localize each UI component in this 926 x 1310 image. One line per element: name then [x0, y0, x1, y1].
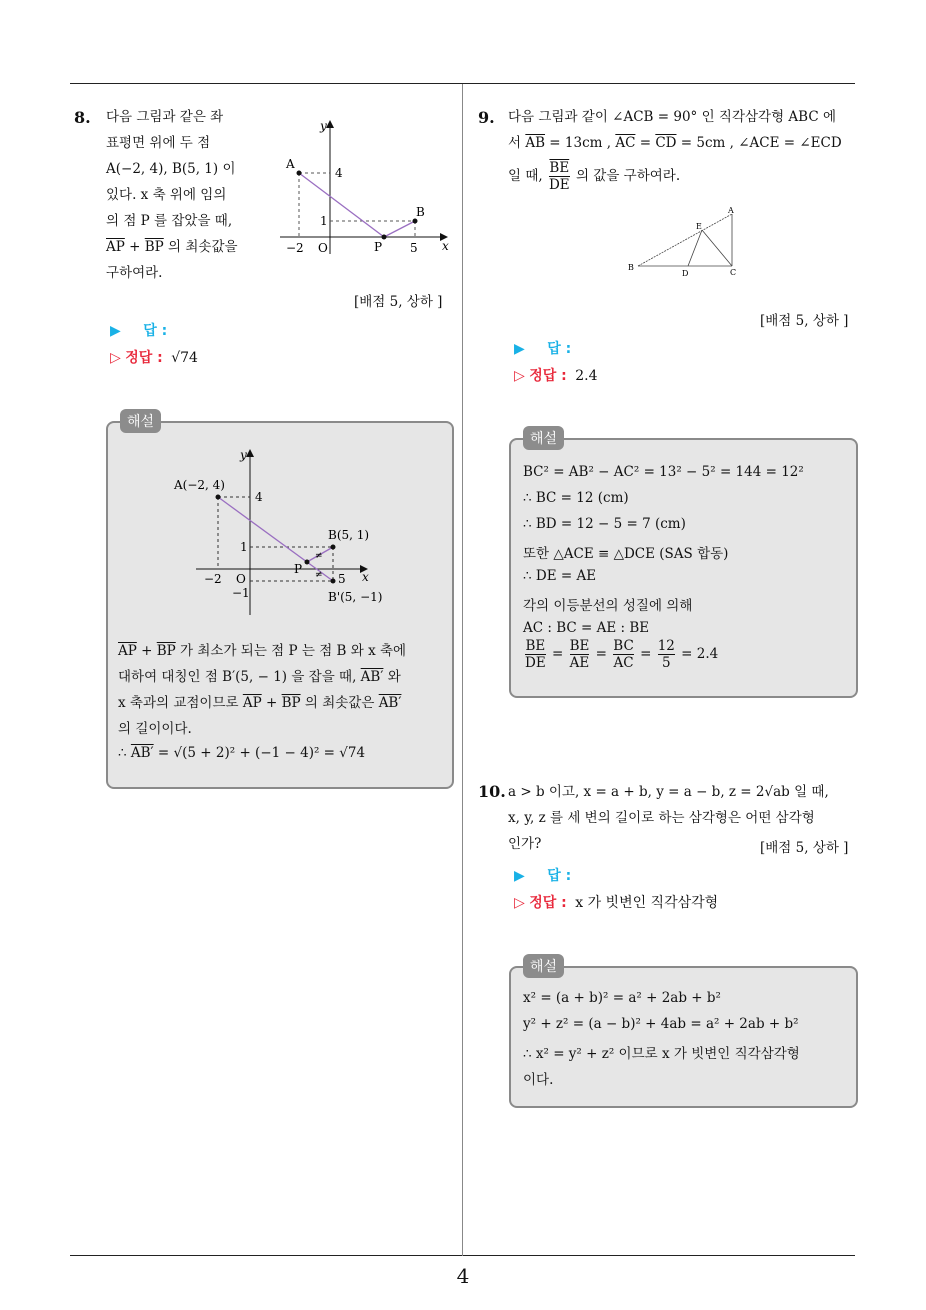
q8-fig-point-b: B — [416, 205, 425, 219]
q8-sol-fig-point-b: B(5, 1) — [328, 528, 370, 542]
q9-solution-line: ∴ DE = AE — [523, 568, 597, 584]
q8-number: 8. — [74, 108, 91, 127]
q10-line: 인가? — [508, 836, 542, 852]
q8-line: A(−2, 4), B(5, 1) 이 — [106, 161, 236, 177]
play-icon: ▶ — [110, 323, 121, 339]
q8-correct-row — [110, 347, 198, 367]
q8-fig-tick-neg2: −2 — [286, 241, 304, 255]
q9-fig-b: B — [628, 263, 634, 272]
q8-line: 표평면 위에 두 점 — [106, 135, 211, 151]
q8-solution-line: 의 길이이다. — [118, 721, 192, 737]
q10-line: a > b 이고, x = a + b, y = a − b, z = 2√ab 일 때, — [508, 784, 829, 800]
q8-correct-label: 정답 : — [125, 350, 163, 366]
q8-solution-line: $\overline{AP} + \overline{BP}$ 가 최소가 되는 점 P 는 점 B 와 x 축에 — [118, 643, 407, 659]
q8-answer-label: 답 : — [143, 323, 168, 339]
q10-number: 10. — [478, 782, 506, 801]
triangle-outline-icon: ▷ — [110, 350, 121, 366]
q9-fig-d: D — [682, 269, 689, 278]
q8-sol-fig-tick-1: 1 — [240, 540, 248, 554]
q10-solution-line: y² + z² = (a − b)² + 4ab = a² + 2ab + b² — [523, 1016, 799, 1032]
q8-fig-tick-1: 1 — [320, 214, 328, 228]
q10-answer-label: 답 : — [547, 868, 572, 884]
q8-sol-fig-y-label: y — [240, 448, 247, 462]
q8-solution-figure — [170, 443, 390, 623]
q8-sol-fig-point-b-prime: B'(5, −1) — [328, 590, 383, 604]
q9-correct-label: 정답 : — [529, 368, 567, 384]
q9-solution-line: ∴ BC = 12 (cm) — [523, 490, 629, 506]
q8-text — [106, 104, 266, 286]
q9-score: [배점 5, 상하 ] — [760, 313, 849, 329]
q10-answer-row — [514, 865, 571, 885]
q9-solution-line: $\frac{BE}{DE}$ = $\frac{BE}{AE}$ = $\frac{BC}{AC}$ = $\frac{12}{5}$ = 2.4 — [525, 638, 719, 671]
q8-fig-tick-5: 5 — [410, 241, 418, 255]
q9-correct-value: 2.4 — [575, 368, 598, 384]
q8-correct-value: √74 — [171, 350, 198, 366]
q9-answer-row — [514, 338, 571, 358]
q8-answer-row — [110, 320, 167, 340]
q8-line: $\overline{AP} + \overline{BP}$ 의 최솟값을 — [106, 239, 238, 255]
q10-line: x, y, z 를 세 변의 길이로 하는 삼각형은 어떤 삼각형 — [508, 810, 815, 826]
q10-score: [배점 5, 상하 ] — [760, 840, 849, 856]
q8-score: [배점 5, 상하 ] — [354, 294, 443, 310]
q9-solution-tag: 해설 — [523, 426, 564, 450]
column-divider — [462, 84, 463, 1256]
q8-fig-point-p: P — [374, 240, 383, 254]
q9-fig-c: C — [730, 268, 737, 277]
q9-solution-line: 각의 이등분선의 성질에 의해 — [523, 598, 693, 614]
q8-solution-line: x 축과의 교점이므로 $\overline{AP} + \overline{BP}$ 의 최솟값은 AB′ — [118, 695, 402, 711]
q8-line: 구하여라. — [106, 265, 163, 281]
q8-sol-fig-point-p: P — [294, 562, 303, 576]
q10-correct-value: x 가 빗변인 직각삼각형 — [575, 895, 719, 911]
q9-answer-label: 답 : — [547, 341, 572, 357]
q8-sol-fig-point-a: A(−2, 4) — [174, 478, 225, 492]
page-number: 4 — [456, 1264, 470, 1288]
play-icon: ▶ — [514, 341, 525, 357]
svg-text:≠: ≠ — [315, 570, 323, 580]
q8-figure — [276, 114, 456, 264]
triangle-outline-icon: ▷ — [514, 895, 525, 911]
q8-sol-fig-tick-4: 4 — [255, 490, 263, 504]
q8-sol-fig-tick-neg1: −1 — [232, 586, 250, 600]
q9-solution-box — [509, 431, 858, 698]
q9-number: 9. — [478, 108, 495, 127]
q9-solution-line: AC : BC = AE : BE — [523, 620, 650, 636]
q8-fig-x-label: x — [442, 239, 449, 253]
q8-fig-origin: O — [318, 241, 328, 255]
triangle-outline-icon: ▷ — [514, 368, 525, 384]
q8-fig-tick-4: 4 — [335, 166, 343, 180]
q9-line: 서 $\overline{AB} = 13cm$ , $\overline{AC} = \overline{CD} = 5cm$ , ∠ACE = ∠ECD — [508, 135, 842, 151]
q9-text — [508, 104, 860, 193]
q10-solution-line: x² = (a + b)² = a² + 2ab + b² — [523, 990, 721, 1006]
q8-line: 있다. x 축 위에 임의 — [106, 187, 227, 203]
svg-text:≠: ≠ — [315, 551, 323, 561]
q8-solution-line: 대하여 대칭인 점 B′(5, − 1) 을 잡을 때, AB′ 와 — [118, 669, 401, 685]
q9-line: 다음 그림과 같이 ∠ACB = 90° 인 직각삼각형 ABC 에 — [508, 109, 836, 125]
q8-fig-point-a: A — [286, 157, 295, 171]
q9-line: 일 때, $\frac{\overline{BE}}{DE}$ 의 값을 구하여라. — [508, 160, 681, 193]
q9-correct-row — [514, 365, 597, 385]
q8-line: 의 점 P 를 잡았을 때, — [106, 213, 233, 229]
q8-sol-fig-origin: O — [236, 572, 246, 586]
q8-sol-fig-tick-5: 5 — [338, 572, 346, 586]
q8-solution-line: ∴ AB′ = √(5 + 2)² + (−1 − 4)² = √74 — [118, 745, 366, 761]
q8-line: 다음 그림과 같은 좌 — [106, 109, 224, 125]
q9-figure — [620, 200, 750, 280]
q10-solution-box — [509, 959, 858, 1108]
q8-sol-fig-tick-neg2: −2 — [204, 572, 222, 586]
q9-fig-e: E — [696, 222, 702, 231]
q10-solution-tag: 해설 — [523, 954, 564, 978]
q10-solution-line: ∴ x² = y² + z² 이므로 x 가 빗변인 직각삼각형 — [523, 1046, 800, 1062]
q10-correct-row — [514, 892, 718, 912]
play-icon: ▶ — [514, 868, 525, 884]
q9-fig-a: A — [728, 206, 734, 215]
q10-solution-line: 이다. — [523, 1072, 554, 1088]
q8-solution-box — [106, 414, 454, 789]
q9-solution-line: 또한 △ACE ≡ △DCE (SAS 합동) — [523, 546, 729, 562]
q8-sol-fig-x-label: x — [362, 570, 369, 584]
q9-solution-line: BC² = AB² − AC² = 13² − 5² = 144 = 12² — [523, 464, 804, 480]
q9-solution-line: ∴ BD = 12 − 5 = 7 (cm) — [523, 516, 686, 532]
q10-correct-label: 정답 : — [529, 895, 567, 911]
q8-fig-y-label: y — [320, 119, 327, 133]
q8-solution-tag: 해설 — [120, 409, 161, 433]
